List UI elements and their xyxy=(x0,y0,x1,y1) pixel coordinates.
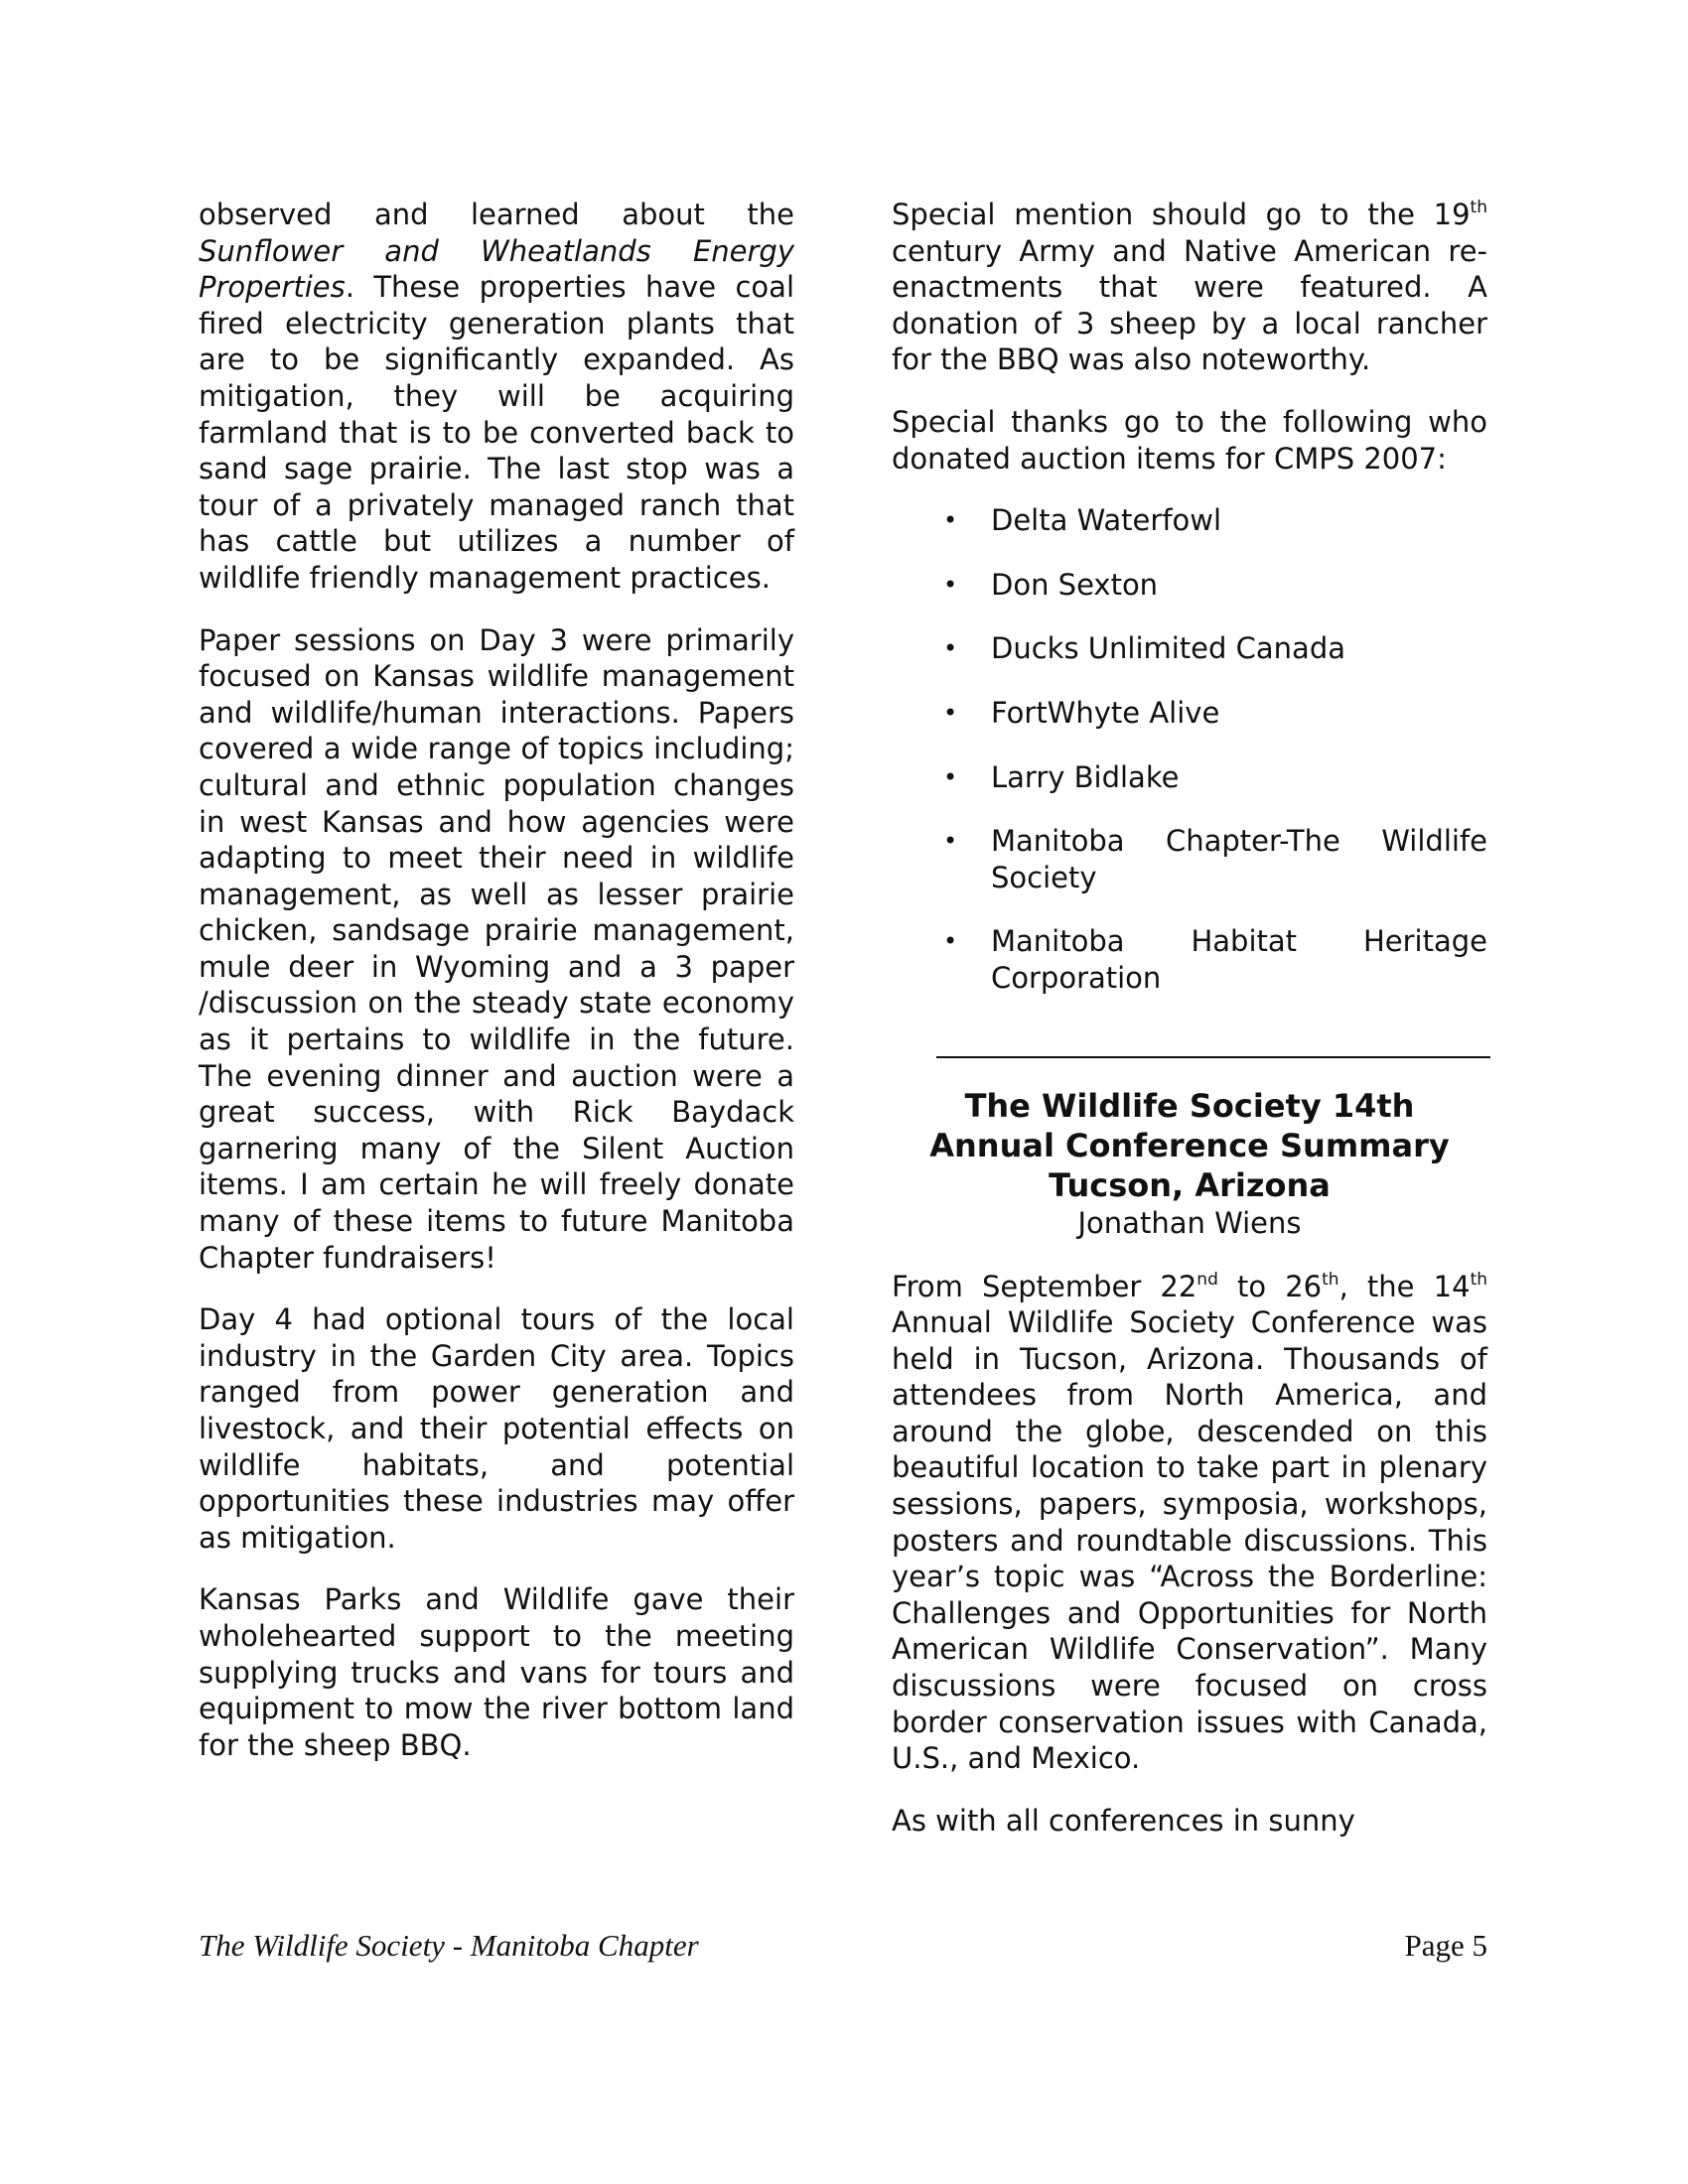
footer-page-number: Page 5 xyxy=(1404,1928,1487,1963)
paragraph-text: to 26 xyxy=(1217,1269,1323,1303)
title-line: Annual Conference Summary xyxy=(929,1126,1450,1164)
paragraph-conference xyxy=(892,1269,1487,1777)
bullet-icon: • xyxy=(943,762,958,791)
bullet-icon: • xyxy=(943,570,958,599)
superscript: nd xyxy=(1196,1269,1218,1290)
paragraph-day3: Paper sessions on Day 3 were primarily focused on Kansas wildlife management and wildlife/human interactions. Papers covered a wide range of topics including; cultural and ethnic population changes in west Kansas and how agencies were adapting to meet their need in wildlife management, as well as lesser prairie chicken, sandsage prairie management, mule deer in Wyoming and a 3 paper /discussion on the steady state economy as it pertains to wildlife in the future. The evening dinner and auction were a great success, with Rick Baydack garnering many of the Silent Auction items. I am certain he will freely donate many of these items to future Manitoba Chapter fundraisers! xyxy=(199,622,794,1275)
left-column xyxy=(199,197,794,1763)
paragraph-text: . These properties have coal fired electricity generation plants that are to be significantly expanded. As mitigation, they will be acquiring farmland that is to be converted back to sand sage prairie. The last stop was a tour of a privately managed ranch that has cattle but utilizes a number of wildlife friendly management practices. xyxy=(199,270,794,595)
bullet-icon: • xyxy=(943,634,958,663)
list-item xyxy=(943,923,1487,996)
list-item xyxy=(943,567,1487,604)
list-item-text: Don Sexton xyxy=(991,567,1159,602)
section-divider xyxy=(936,1056,1490,1058)
superscript: th xyxy=(1470,1269,1488,1290)
bullet-icon: • xyxy=(943,506,958,535)
superscript: th xyxy=(1322,1269,1339,1290)
list-item-text: FortWhyte Alive xyxy=(991,695,1220,730)
list-item xyxy=(943,630,1487,667)
donor-list xyxy=(892,502,1487,996)
list-item-text: Larry Bidlake xyxy=(991,759,1180,794)
list-item-text: Manitoba Habitat Heritage Corporation xyxy=(991,924,1487,995)
paragraph-text: , the 14 xyxy=(1338,1269,1471,1303)
paragraph-day4: Day 4 had optional tours of the local industry in the Garden City area. Topics ranged from power generation and livestock, and their potential effects on wildlife habitats, and potential opportunities these industries may offer as mitigation. xyxy=(199,1302,794,1555)
paragraph-kansas-parks: Kansas Parks and Wildlife gave their wholehearted support to the meeting supplying trucks and vans for tours and equipment to mow the river bottom land for the sheep BBQ. xyxy=(199,1582,794,1762)
list-item-text: Ducks Unlimited Canada xyxy=(991,631,1345,666)
paragraph-text: century Army and Native American re-enactments that were featured. A donation of 3 sheep by a local rancher for the BBQ was also noteworthy. xyxy=(892,233,1487,377)
footer-publication: The Wildlife Society - Manitoba Chapter xyxy=(199,1928,699,1963)
article-author: Jonathan Wiens xyxy=(1077,1205,1302,1240)
bullet-icon: • xyxy=(943,827,958,856)
paragraph-special-thanks: Special thanks go to the following who donated auction items for CMPS 2007: xyxy=(892,404,1487,476)
list-item xyxy=(943,502,1487,539)
paragraph-text: Annual Wildlife Society Conference was held in Tucson, Arizona. Thousands of attendees from North America, and around the globe, descended on this beautiful location to take part in plenary sessions, papers, symposia, workshops, posters and roundtable discussions. This year’s topic was “Across the Borderline: Challenges and Opportunities for North American Wildlife Conservation”. Many discussions were focused on cross border conservation issues with Canada, U.S., and Mexico. xyxy=(892,1305,1487,1776)
list-item-text: Delta Waterfowl xyxy=(991,503,1222,538)
list-item xyxy=(943,759,1487,796)
list-item-text: Manitoba Chapter-The Wildlife Society xyxy=(991,824,1487,894)
superscript: th xyxy=(1470,198,1487,217)
bullet-icon: • xyxy=(943,927,958,956)
paragraph-continued: As with all conferences in sunny xyxy=(892,1803,1355,1838)
list-item xyxy=(943,695,1487,732)
article-title xyxy=(892,1086,1487,1205)
paragraph-text: observed and learned about the xyxy=(199,198,794,231)
bullet-icon: • xyxy=(943,698,958,727)
emphasis-properties: Sunflower and Wheatlands Energy Properties xyxy=(199,233,794,305)
title-line: Tucson, Arizona xyxy=(1049,1165,1331,1204)
paragraph-tour xyxy=(199,197,794,597)
paragraph-text: From September 22 xyxy=(892,1269,1197,1303)
paragraph-special-mention xyxy=(892,197,1487,378)
list-item xyxy=(943,823,1487,895)
right-column xyxy=(892,197,1487,1839)
title-line: The Wildlife Society 14th xyxy=(964,1086,1415,1125)
paragraph-text: Special mention should go to the 19 xyxy=(892,198,1471,231)
